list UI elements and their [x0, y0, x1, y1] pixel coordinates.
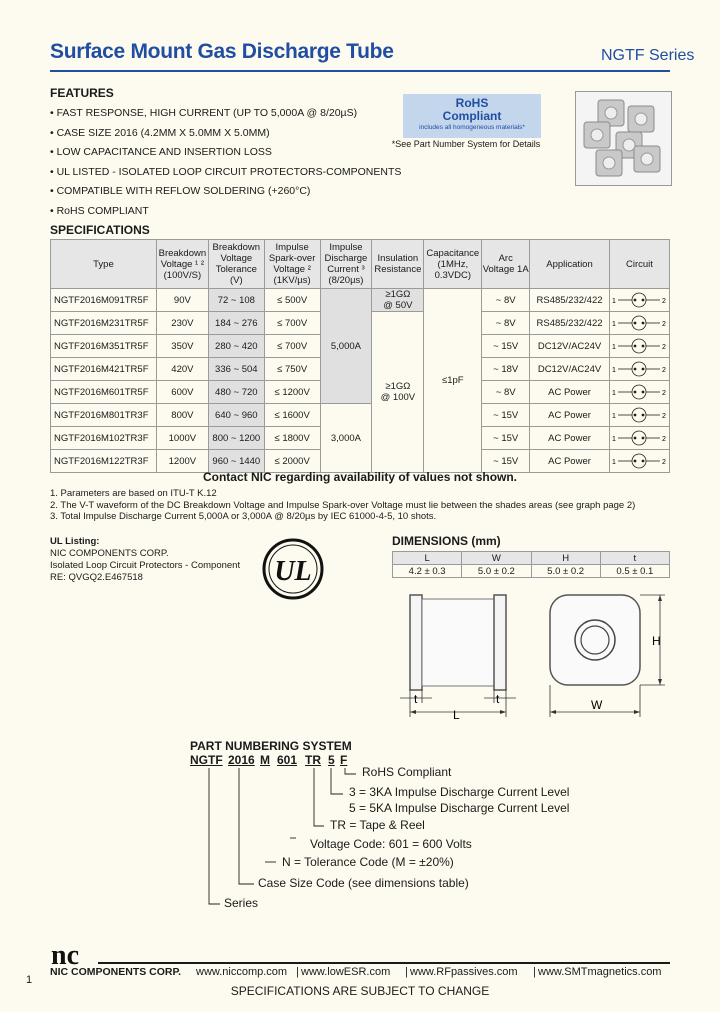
specifications-heading: SPECIFICATIONS — [50, 223, 150, 237]
gdt-circuit-symbol — [610, 314, 668, 332]
footer-rule — [98, 962, 670, 964]
dims-value-row — [393, 565, 670, 578]
gdt-circuit-symbol — [610, 383, 668, 401]
gdt-circuit-symbol — [610, 429, 668, 447]
dimensions-table — [392, 551, 670, 578]
cell-isv: ≤ 700V — [264, 335, 320, 358]
cell-ir-top — [372, 289, 424, 312]
cell-tol: 640 ~ 960 — [208, 404, 264, 427]
col-circuit: Circuit — [609, 240, 669, 289]
cell-circuit — [609, 335, 669, 358]
footnotes — [50, 488, 635, 523]
cell-bv: 90V — [156, 289, 208, 312]
features-heading: FEATURES — [50, 86, 114, 100]
rohs-line3: includes all homogeneous materials* — [419, 124, 525, 131]
pin2-label: 2 — [662, 413, 667, 420]
cell-app: AC Power — [530, 404, 610, 427]
cell-current-3ka: 3,000A — [320, 404, 372, 473]
rohs-line2: Compliant — [442, 109, 502, 123]
pn-packaging: TR — [305, 753, 321, 767]
title-rule — [50, 70, 670, 72]
ul-line: NIC COMPONENTS CORP. — [50, 548, 169, 559]
dim-label-h: H — [652, 634, 661, 648]
page-number: 1 — [26, 974, 33, 986]
pin1-label: 1 — [612, 413, 617, 420]
table-row — [51, 404, 670, 427]
cell-tol: 72 ~ 108 — [208, 289, 264, 312]
pn-label-voltage: Voltage Code: 601 = 600 Volts — [310, 837, 472, 851]
pn-voltage: 601 — [277, 753, 298, 767]
ir-top-line2: @ 50V — [383, 300, 413, 311]
cell-circuit — [609, 381, 669, 404]
pin2-label: 2 — [662, 321, 667, 328]
features-list — [50, 104, 401, 222]
dim-label-l: L — [453, 708, 460, 720]
pn-label-tape-reel: TR = Tape & Reel — [330, 818, 425, 832]
footer-link-niccomp[interactable]: www.niccomp.com — [196, 966, 288, 978]
pin2-label: 2 — [662, 298, 667, 305]
gdt-circuit-symbol — [610, 337, 668, 355]
dim-label-t-right: t — [496, 692, 500, 706]
page-title: Surface Mount Gas Discharge Tube — [50, 40, 394, 63]
footer-link-rfpassives[interactable]: www.RFpassives.com — [410, 966, 518, 978]
col-capacitance: Capacitance (1MHz, 0.3VDC) — [424, 240, 482, 289]
pn-current: 5 — [328, 753, 335, 767]
pin1-label: 1 — [612, 436, 617, 443]
cell-tol: 336 ~ 504 — [208, 358, 264, 381]
cell-app: AC Power — [530, 427, 610, 450]
pn-label-tolerance: N = Tolerance Code (M = ±20%) — [282, 855, 454, 869]
pin1-label: 1 — [612, 459, 617, 466]
cell-bv: 230V — [156, 312, 208, 335]
col-arc-voltage: Arc Voltage 1A — [482, 240, 530, 289]
pn-series: NGTF — [190, 753, 223, 767]
cell-tol: 960 ~ 1440 — [208, 450, 264, 473]
ul-heading: UL Listing: — [50, 536, 100, 547]
footnote: 3. Total Impulse Discharge Current 5,000A or 3,000A @ 8/20µs by IEC 61000-4-5, 10 shots. — [50, 511, 437, 522]
cell-circuit — [609, 358, 669, 381]
pin1-label: 1 — [612, 298, 617, 305]
specifications-table — [50, 239, 670, 473]
cell-type: NGTF2016M351TR5F — [51, 335, 157, 358]
cell-arc: ~ 15V — [482, 450, 530, 473]
dimension-drawing — [380, 585, 680, 720]
dim-col-t: t — [600, 552, 669, 565]
pin2-label: 2 — [662, 436, 667, 443]
cell-app: RS485/232/422 — [530, 312, 610, 335]
part-numbering-diagram — [190, 762, 590, 914]
feature-item: • FAST RESPONSE, HIGH CURRENT (UP TO 5,000A @ 8/20µS) — [50, 107, 358, 119]
dim-value-h: 5.0 ± 0.2 — [531, 565, 600, 578]
col-breakdown-voltage: Breakdown Voltage ¹ ² (100V/S) — [156, 240, 208, 289]
dim-value-t: 0.5 ± 0.1 — [600, 565, 669, 578]
pin1-label: 1 — [612, 321, 617, 328]
col-impulse-sparkover: Impulse Spark-over Voltage ² (1KV/µs) — [264, 240, 320, 289]
cell-isv: ≤ 2000V — [264, 450, 320, 473]
col-discharge-current: Impulse Discharge Current ³ (8/20µs) — [320, 240, 372, 289]
dims-header-row — [393, 552, 670, 565]
dim-value-l: 4.2 ± 0.3 — [393, 565, 462, 578]
cell-arc: ~ 8V — [482, 289, 530, 312]
cell-type: NGTF2016M231TR5F — [51, 312, 157, 335]
cell-app: DC12V/AC24V — [530, 358, 610, 381]
gdt-circuit-symbol — [610, 452, 668, 470]
col-type: Type — [51, 240, 157, 289]
pin2-label: 2 — [662, 459, 667, 466]
feature-item: • UL LISTED - ISOLATED LOOP CIRCUIT PROTECTORS-COMPONENTS — [50, 165, 402, 178]
cell-circuit — [609, 312, 669, 335]
cell-circuit — [609, 289, 669, 312]
feature-item: • RoHS COMPLIANT — [50, 204, 149, 217]
cell-isv: ≤ 700V — [264, 312, 320, 335]
pn-label-5ka: 5 = 5KA Impulse Discharge Current Level — [349, 801, 570, 815]
cell-type: NGTF2016M601TR5F — [51, 381, 157, 404]
pin1-label: 1 — [612, 344, 617, 351]
pn-label-3ka: 3 = 3KA Impulse Discharge Current Level — [349, 785, 570, 799]
cell-bv: 800V — [156, 404, 208, 427]
cell-bv: 1000V — [156, 427, 208, 450]
cell-tol: 800 ~ 1200 — [208, 427, 264, 450]
footer-company: NIC COMPONENTS CORP. — [50, 966, 182, 978]
cell-circuit — [609, 427, 669, 450]
pin1-label: 1 — [612, 390, 617, 397]
dim-value-w: 5.0 ± 0.2 — [462, 565, 531, 578]
cell-app: RS485/232/422 — [530, 289, 610, 312]
nic-logo — [50, 938, 94, 968]
cell-tol: 184 ~ 276 — [208, 312, 264, 335]
ul-line: Isolated Loop Circuit Protectors - Component — [50, 560, 241, 571]
cell-isv: ≤ 1200V — [264, 381, 320, 404]
rohs-badge — [403, 94, 541, 138]
feature-item: • LOW CAPACITANCE AND INSERTION LOSS — [50, 146, 272, 159]
gdt-circuit-symbol — [610, 406, 668, 424]
cell-arc: ~ 8V — [482, 312, 530, 335]
footer-link-lowesr[interactable]: www.lowESR.com — [301, 966, 391, 978]
nic-logo-text: nc — [51, 940, 79, 968]
dim-label-t-left: t — [414, 692, 418, 706]
cell-arc: ~ 15V — [482, 335, 530, 358]
cell-current-5ka: 5,000A — [320, 289, 372, 404]
pin2-label: 2 — [662, 390, 667, 397]
cell-tol: 480 ~ 720 — [208, 381, 264, 404]
cell-tol: 280 ~ 420 — [208, 335, 264, 358]
cell-circuit — [609, 404, 669, 427]
footnote: 1. Parameters are based on ITU-T K.12 — [50, 488, 217, 499]
dimensions-heading: DIMENSIONS (mm) — [392, 534, 501, 548]
cell-isv: ≤ 500V — [264, 289, 320, 312]
cell-arc: ~ 8V — [482, 381, 530, 404]
feature-item: • CASE SIZE 2016 (4.2MM X 5.0MM X 5.0MM) — [50, 126, 270, 139]
dim-col-h: H — [531, 552, 600, 565]
cell-bv: 1200V — [156, 450, 208, 473]
col-insulation: Insulation Resistance — [372, 240, 424, 289]
rohs-note: *See Part Number System for Details — [391, 139, 541, 149]
ul-logo-text: UL — [274, 556, 312, 587]
dim-col-w: W — [462, 552, 531, 565]
product-photo — [575, 91, 672, 186]
footnote: 2. The V-T waveform of the DC Breakdown Voltage and Impulse Spark-over Voltage must lie between the shades areas (see graph page 2) — [50, 499, 636, 511]
ul-line: RE: QVGQ2.E467518 — [50, 572, 143, 583]
cell-bv: 420V — [156, 358, 208, 381]
feature-item: • COMPATIBLE WITH REFLOW SOLDERING (+260°C) — [50, 185, 311, 198]
gdt-circuit-symbol — [610, 291, 668, 309]
col-tolerance: Breakdown Voltage Tolerance (V) — [208, 240, 264, 289]
cell-app: AC Power — [530, 381, 610, 404]
features-section — [50, 86, 401, 222]
package-outline-drawing — [380, 585, 680, 720]
cell-type: NGTF2016M091TR5F — [51, 289, 157, 312]
pin1-label: 1 — [612, 367, 617, 374]
cell-arc: ~ 15V — [482, 404, 530, 427]
pn-label-series: Series — [224, 896, 259, 910]
part-numbering-heading: PART NUMBERING SYSTEM — [190, 739, 352, 753]
pn-tolerance: M — [260, 753, 270, 767]
series-name: NGTF Series — [601, 47, 695, 64]
pn-case-size: 2016 — [228, 753, 255, 767]
footer-separator: | — [533, 966, 536, 978]
cell-capacitance: ≤1pF — [424, 289, 482, 473]
dim-col-l: L — [393, 552, 462, 565]
cell-type: NGTF2016M122TR3F — [51, 450, 157, 473]
footer-separator: | — [405, 966, 408, 978]
pin2-label: 2 — [662, 344, 667, 351]
cell-ir-rest — [372, 312, 424, 473]
pn-label-rohs: RoHS Compliant — [362, 765, 452, 779]
nic-logo-icon — [50, 938, 94, 968]
ir-top-line1: ≥1GΩ — [385, 289, 411, 300]
rohs-line1: RoHS — [455, 96, 489, 110]
col-application: Application — [530, 240, 610, 289]
cell-type: NGTF2016M421TR5F — [51, 358, 157, 381]
cell-arc: ~ 18V — [482, 358, 530, 381]
pn-label-case-size: Case Size Code (see dimensions table) — [258, 876, 469, 890]
pn-rohs: F — [340, 753, 348, 767]
cell-type: NGTF2016M102TR3F — [51, 427, 157, 450]
cell-bv: 600V — [156, 381, 208, 404]
gdt-circuit-symbol — [610, 360, 668, 378]
contact-note: Contact NIC regarding availability of values not shown. — [202, 470, 518, 484]
gdt-components-image — [576, 92, 671, 185]
cell-bv: 350V — [156, 335, 208, 358]
cell-type: NGTF2016M801TR3F — [51, 404, 157, 427]
footer-note: SPECIFICATIONS ARE SUBJECT TO CHANGE — [230, 984, 490, 998]
ul-mark-icon — [262, 538, 324, 600]
cell-isv: ≤ 1600V — [264, 404, 320, 427]
cell-app: DC12V/AC24V — [530, 335, 610, 358]
ir-rest-line1: ≥1GΩ — [385, 381, 411, 392]
cell-isv: ≤ 1800V — [264, 427, 320, 450]
footer-separator: | — [296, 966, 299, 978]
table-row — [51, 289, 670, 312]
table-header-row — [51, 240, 670, 289]
cell-isv: ≤ 750V — [264, 358, 320, 381]
footer-link-smtmagnetics[interactable]: www.SMTmagnetics.com — [538, 966, 662, 978]
cell-arc: ~ 15V — [482, 427, 530, 450]
ul-listing — [50, 536, 240, 584]
ir-rest-line2: @ 100V — [380, 392, 416, 403]
dim-label-w: W — [591, 698, 603, 712]
pin2-label: 2 — [662, 367, 667, 374]
ul-logo — [262, 538, 324, 600]
cell-app: AC Power — [530, 450, 610, 473]
